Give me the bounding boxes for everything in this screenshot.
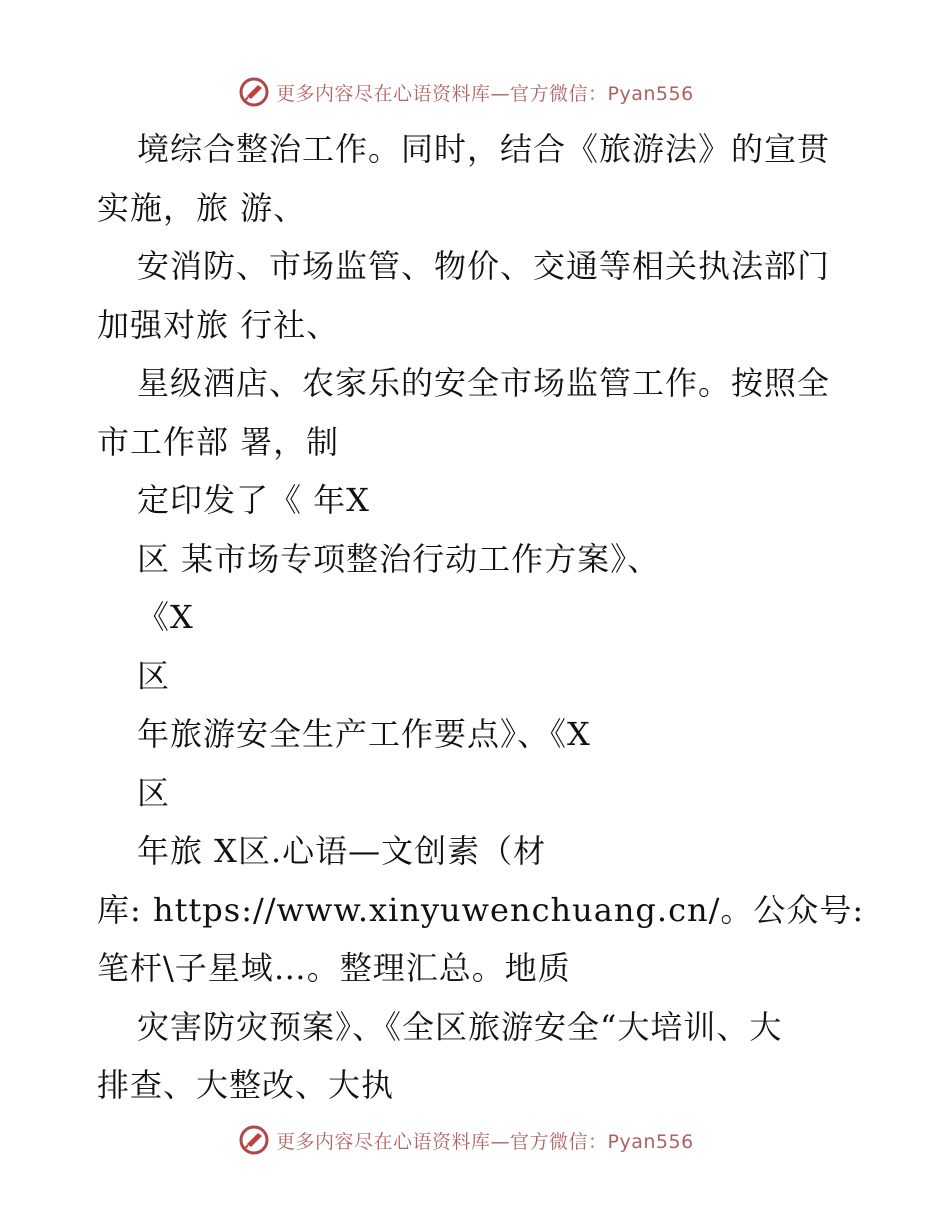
text-line: 《X — [137, 598, 194, 636]
text-line: 年旅 X区.心语—文创素（材 — [137, 832, 547, 870]
footer-watermark-banner — [238, 1120, 694, 1160]
text-line: 灾害防灾预案》、《全区旅游安全“大培训、大 — [137, 1007, 783, 1046]
text-line: 加强对旅 行社、 — [97, 305, 340, 344]
text-line: 库: https://www.xinyuwenchuang.cn/。公众号: — [97, 890, 865, 929]
text-line: 区 某市场专项整治行动工作方案》、 — [137, 539, 661, 578]
text-line: 排查、大整改、大执 — [97, 1066, 395, 1104]
text-line: 星级酒店、农家乐的安全市场监管工作。按照全 — [137, 364, 831, 402]
text-line: 年旅游安全生产工作要点》、《X — [137, 715, 591, 753]
text-line: 安消防、市场监管、物价、交通等相关执法部门 — [137, 247, 831, 285]
text-line: 定印发了《 年X — [137, 481, 370, 519]
header-watermark-banner — [238, 72, 694, 112]
logo-icon — [238, 76, 270, 108]
document-body — [97, 120, 877, 1115]
footer-banner-text: 更多内容尽在心语资料库—官方微信：Pyan556 — [276, 1130, 694, 1153]
text-line: 笔杆\子星域…。整理汇总。地质 — [97, 949, 571, 987]
text-line: 区 — [137, 656, 171, 695]
text-line: 市工作部 署，制 — [97, 422, 340, 461]
text-line: 区 — [137, 773, 171, 812]
header-banner-text: 更多内容尽在心语资料库—官方微信：Pyan556 — [276, 82, 694, 105]
logo-icon — [238, 1124, 270, 1156]
text-line: 境综合整治工作。同时，结合《旅游法》的宣贯 — [137, 130, 831, 168]
text-line: 实施，旅 游、 — [97, 188, 307, 227]
